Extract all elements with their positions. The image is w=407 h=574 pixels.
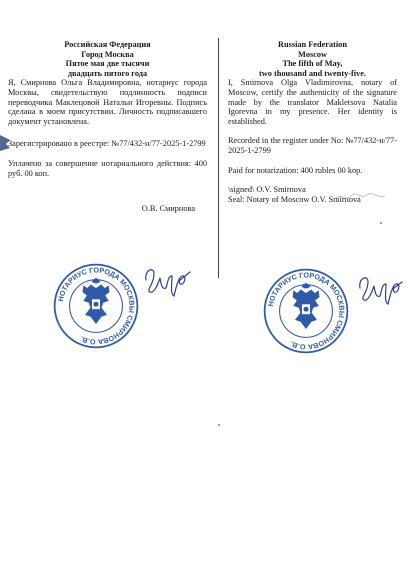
english-heading	[228, 40, 397, 78]
english-fee-text: Paid for notarization: 400 rubles 00 kop.	[228, 165, 363, 175]
heading-line: two thousand and twenty-five.	[259, 68, 366, 78]
notary-handwritten-signature	[142, 262, 192, 300]
heading-line: Российская Федерация	[64, 40, 151, 49]
russian-notary-name: О.В. Смирнова	[141, 204, 195, 214]
notary-handwritten-signature-copy	[356, 270, 404, 308]
russian-column	[8, 40, 207, 214]
column-divider	[218, 38, 219, 278]
russian-certification-text: Я, Смирнова Ольга Владимировна, нотариус города Москвы, свидетельствую подлинность подписи переводчика Маклецовой Натальи Игоревны. Подпись сделана в моем присутствии. Личность подписавшего документ установлена.	[8, 78, 207, 126]
heading-line: двадцать пятого года	[67, 68, 148, 78]
english-seal-text: Seal: Notary of Moscow O.V. Smirnova	[228, 194, 361, 204]
heading-line: Пятое мая две тысячи	[65, 59, 150, 69]
english-registry-text: Recorded in the register under No: №77/432-н/77-2025-1-2799	[228, 136, 397, 155]
binding-mark	[0, 134, 12, 152]
english-signed-text: \signed\ O.V. Smirnova	[228, 185, 306, 195]
scan-dot	[380, 222, 382, 224]
english-certification-text: I, Smirnova Olga Vladimirovna, notary of Moscow, certify the authenticity of the signature made by the translator Makletsova Natalia Igorevna in my presence. Her identity is established.	[228, 78, 397, 126]
russian-heading	[8, 40, 207, 78]
double-headed-eagle-icon	[83, 278, 109, 324]
notary-seal-stamp-copy	[262, 267, 350, 355]
seal-ring-text: НОТАРИУС ГОРОДА МОСКВЫ СМИРНОВА О.В.	[265, 270, 347, 352]
heading-line: Город Москва	[81, 49, 134, 59]
notary-seal-stamp	[52, 262, 140, 350]
heading-line: Moscow	[297, 49, 328, 59]
english-column	[228, 40, 397, 204]
faint-scribble	[333, 190, 388, 204]
heading-line: Russian Federation	[278, 40, 347, 49]
seal-ring-text: НОТАРИУС ГОРОДА МОСКВЫ СМИРНОВА О.В.	[55, 265, 137, 347]
heading-line: The fifth of May,	[282, 59, 343, 69]
russian-registry-text: Зарегистрировано в реестре: №77/432-н/77-2025-1-2799	[8, 139, 206, 149]
double-headed-eagle-icon	[293, 283, 319, 329]
russian-fee-text: Уплачено за совершение нотариального действия: 400 руб. 00 коп.	[8, 158, 207, 178]
scan-dot	[218, 424, 220, 426]
